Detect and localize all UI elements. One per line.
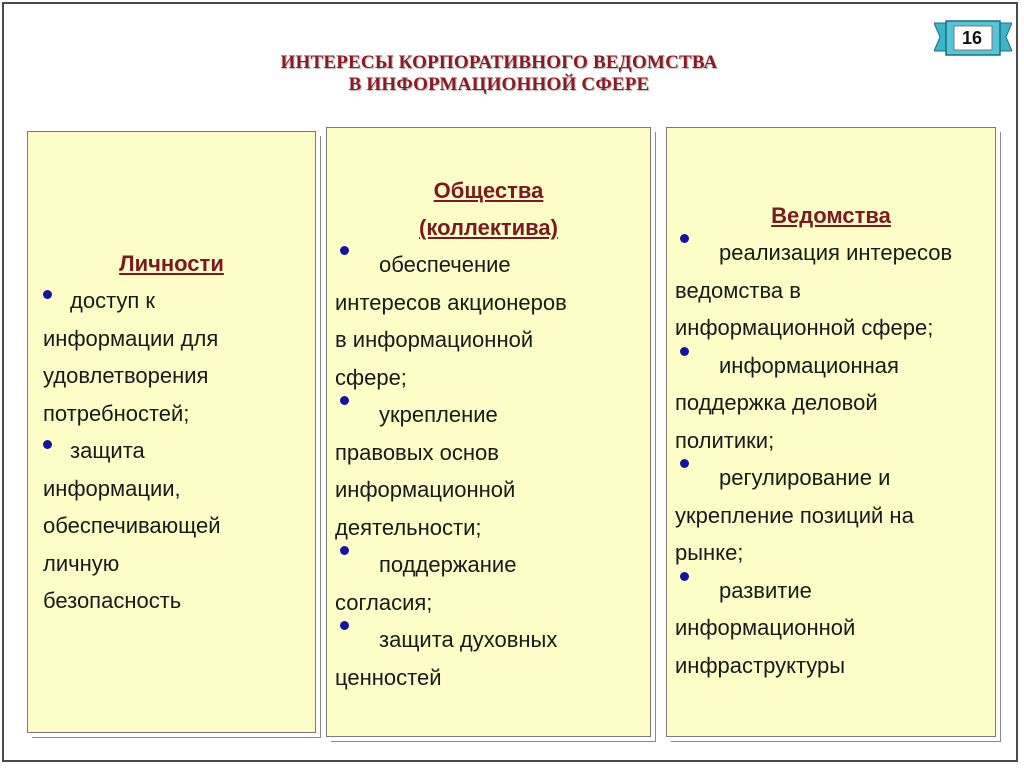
list-item: защита духовных ценностей (327, 621, 650, 696)
list-item: поддержание согласия; (327, 546, 650, 621)
bullet-icon (340, 621, 349, 630)
list-item: защита информации, обеспечивающей личную безопасность (43, 438, 221, 613)
list-item: реализация интересов ведомства в информационной сфере; (667, 234, 995, 347)
list-item: укрепление правовых основ информационной деятельности; (327, 396, 650, 546)
bullet-icon (680, 572, 689, 581)
bullet-icon (43, 440, 52, 449)
title-line-1: ИНТЕРЕСЫ КОРПОРАТИВНОГО ВЕДОМСТВА (280, 52, 718, 73)
list-item: регулирование и укрепление позиций на рынке; (667, 459, 995, 572)
list-item: развитие информационной инфраструктуры (667, 572, 995, 685)
slide (2, 2, 1018, 762)
list-item: доступ к информации для удовлетворения потребностей; (43, 288, 219, 426)
column-heading-line-2: (коллектива) (419, 215, 558, 240)
column-heading: Личности (119, 251, 224, 276)
column-heading: Ведомства (771, 203, 891, 228)
slide-title (4, 52, 994, 96)
bullet-icon (680, 459, 689, 468)
bullet-icon (680, 234, 689, 243)
page-number: 16 (961, 28, 983, 48)
column-personality (27, 131, 316, 733)
column-society (326, 127, 651, 737)
bullet-icon (680, 347, 689, 356)
list-item: информационная поддержка деловой политики; (667, 347, 995, 460)
bullet-icon (340, 396, 349, 405)
bullet-icon (340, 546, 349, 555)
column-agency (666, 127, 996, 737)
bullet-icon (43, 290, 52, 299)
bullet-icon (340, 246, 349, 255)
page-number-badge (934, 19, 1012, 59)
list-item: обеспечение интересов акционеров в информационной сфере; (327, 246, 650, 396)
title-line-2: В ИНФОРМАЦИОННОЙ СФЕРЕ (348, 74, 650, 95)
column-heading-line-1: Общества (433, 178, 544, 203)
